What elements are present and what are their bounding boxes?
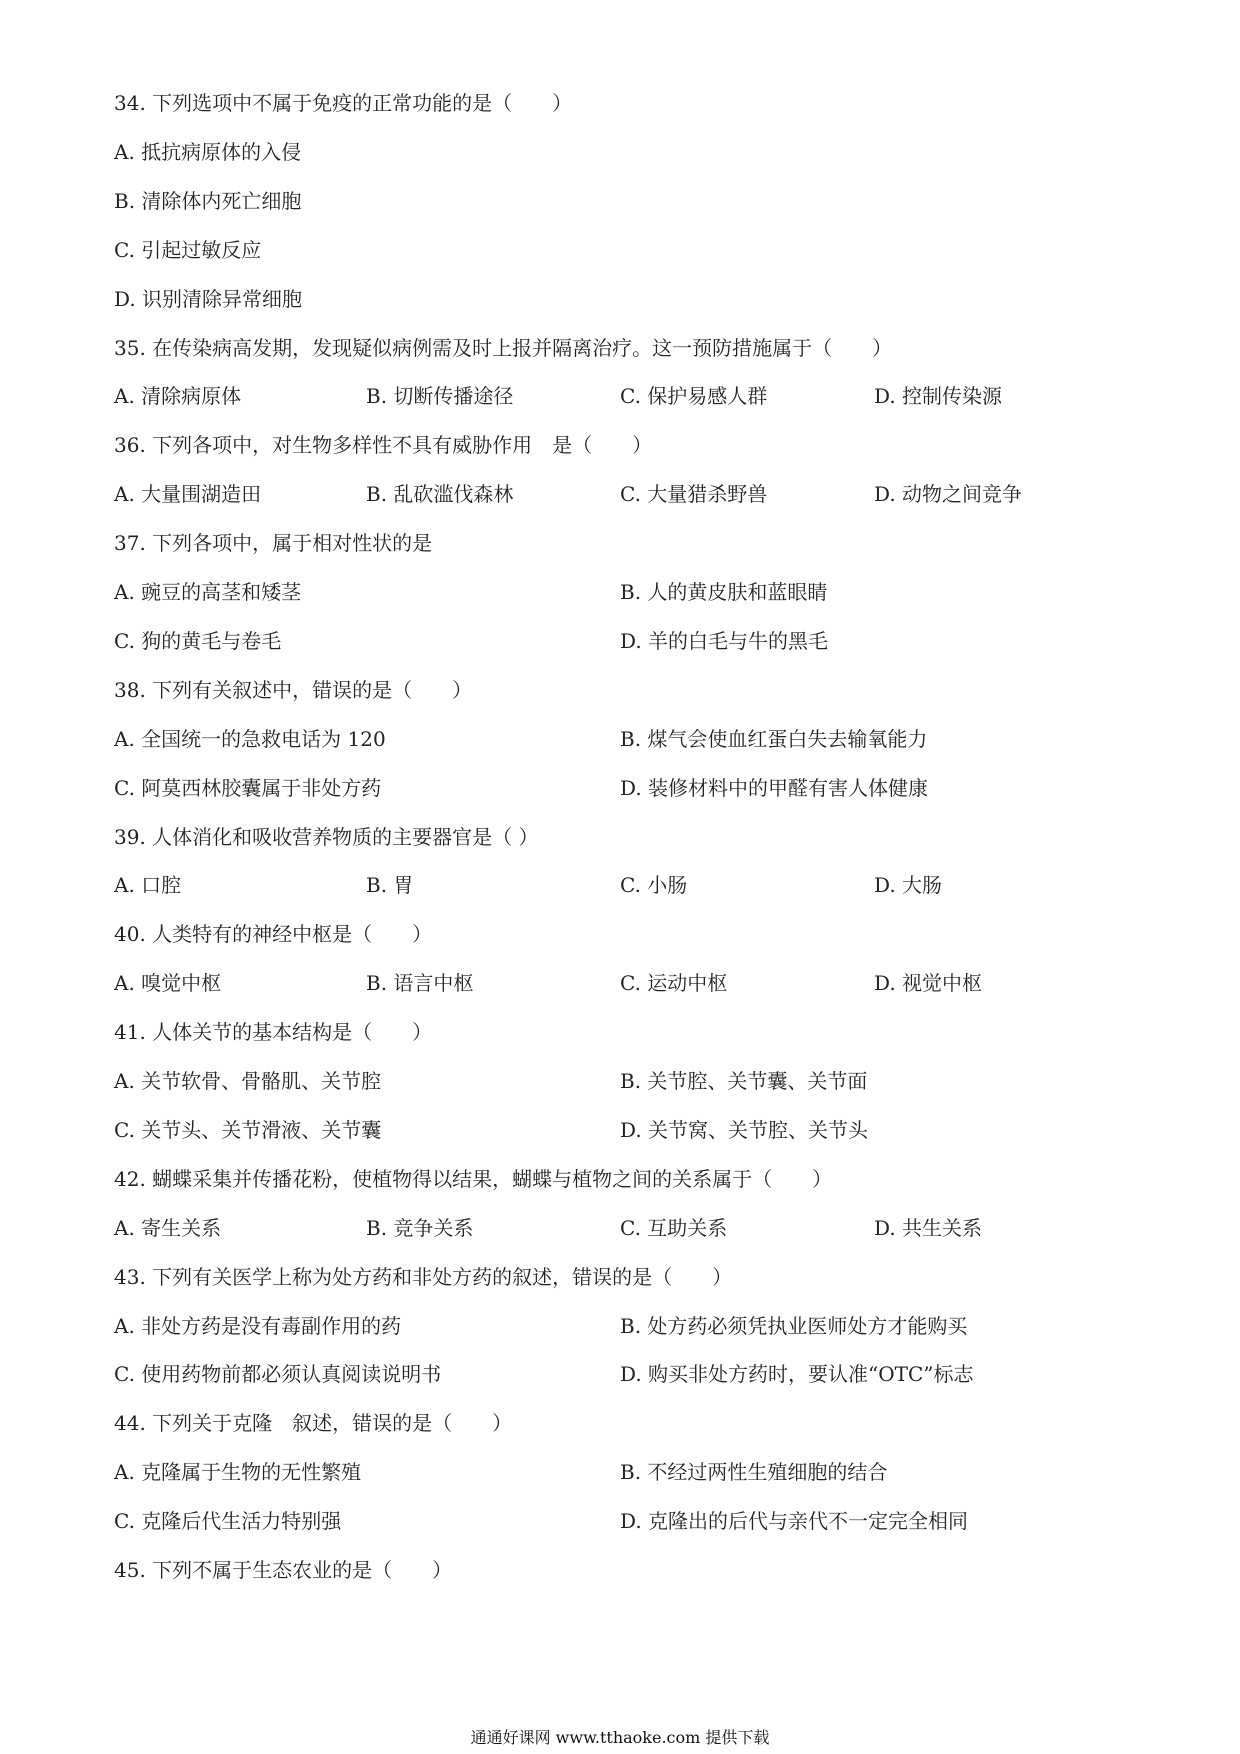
answer-option: C. 运动中枢 (620, 971, 728, 996)
answer-option: A. 克隆属于生物的无性繁殖 (114, 1460, 362, 1485)
answer-option: C. 大量猎杀野兽 (620, 482, 768, 507)
answer-option: A. 抵抗病原体的入侵 (114, 139, 302, 164)
answer-option: B. 处方药必须凭执业医师处方才能购买 (620, 1313, 968, 1338)
question-stem: 39. 人体消化和吸收营养物质的主要器官是（ ） (114, 824, 539, 849)
question-stem: 43. 下列有关医学上称为处方药和非处方药的叙述，错误的是（ ） (114, 1264, 733, 1289)
page-footer: 通通好课网 www.tthaoke.com 提供下载 (470, 1728, 770, 1747)
answer-option: D. 购买非处方药时，要认准“OTC”标志 (620, 1362, 974, 1387)
answer-option: D. 羊的白毛与牛的黑毛 (620, 628, 829, 653)
answer-option: B. 人的黄皮肤和蓝眼睛 (620, 580, 828, 604)
answer-option: C. 引起过敏反应 (114, 237, 262, 262)
question-stem: 42. 蝴蝶采集并传播花粉，使植物得以结果，蝴蝶与植物之间的关系属于（ ） (114, 1166, 833, 1191)
answer-option: B. 煤气会使血红蛋白失去输氧能力 (620, 726, 928, 751)
question-stem: 41. 人体关节的基本结构是（ ） (114, 1020, 433, 1045)
answer-option: D. 关节窝、关节腔、关节头 (620, 1117, 869, 1142)
answer-option: C. 狗的黄毛与卷毛 (114, 628, 282, 653)
answer-option: B. 乱砍滥伐森林 (366, 482, 514, 507)
question-stem: 37. 下列各项中，属于相对性状的是 (114, 531, 433, 556)
answer-option: D. 控制传染源 (874, 384, 1003, 409)
question-stem: 45. 下列不属于生态农业的是（ ） (114, 1558, 453, 1582)
answer-option: D. 动物之间竞争 (874, 482, 1023, 507)
answer-option: D. 共生关系 (874, 1215, 983, 1240)
answer-option: A. 全国统一的急救电话为 120 (114, 726, 386, 751)
answer-option: A. 豌豆的高茎和矮茎 (114, 580, 302, 604)
answer-option: D. 视觉中枢 (874, 971, 983, 996)
answer-option: B. 清除体内死亡细胞 (114, 188, 302, 213)
answer-option: D. 装修材料中的甲醛有害人体健康 (620, 775, 929, 800)
answer-option: C. 保护易感人群 (620, 384, 768, 409)
answer-option: A. 寄生关系 (114, 1215, 222, 1240)
answer-option: B. 胃 (366, 873, 414, 898)
answer-option: C. 小肠 (620, 873, 688, 898)
answer-option: B. 切断传播途径 (366, 384, 514, 409)
question-stem: 34. 下列选项中不属于免疫的正常功能的是（ ） (114, 91, 573, 115)
answer-option: B. 不经过两性生殖细胞的结合 (620, 1460, 888, 1485)
answer-option: D. 克隆出的后代与亲代不一定完全相同 (620, 1509, 969, 1534)
answer-option: D. 识别清除异常细胞 (114, 286, 303, 311)
answer-option: A. 关节软骨、骨骼肌、关节腔 (114, 1069, 382, 1093)
question-stem: 36. 下列各项中，对生物多样性不具有威胁作用 是（ ） (114, 433, 653, 458)
answer-option: A. 嗅觉中枢 (114, 971, 222, 996)
answer-option: A. 非处方药是没有毒副作用的药 (114, 1313, 402, 1338)
answer-option: C. 互助关系 (620, 1215, 728, 1240)
answer-option: C. 阿莫西林胶囊属于非处方药 (114, 775, 382, 800)
answer-option: A. 口腔 (114, 873, 182, 898)
answer-option: B. 竞争关系 (366, 1215, 474, 1240)
question-stem: 38. 下列有关叙述中，错误的是（ ） (114, 677, 473, 702)
answer-option: C. 克隆后代生活力特别强 (114, 1509, 342, 1534)
answer-option: C. 使用药物前都必须认真阅读说明书 (114, 1362, 442, 1387)
answer-option: A. 大量围湖造田 (114, 482, 262, 507)
question-stem: 35. 在传染病高发期，发现疑似病例需及时上报并隔离治疗。这一预防措施属于（ ） (114, 335, 893, 360)
answer-option: B. 语言中枢 (366, 971, 474, 996)
question-stem: 44. 下列关于克隆 叙述，错误的是（ ） (114, 1411, 513, 1436)
answer-option: C. 关节头、关节滑液、关节囊 (114, 1117, 382, 1142)
answer-option: B. 关节腔、关节囊、关节面 (620, 1069, 868, 1093)
question-stem: 40. 人类特有的神经中枢是（ ） (114, 922, 433, 947)
answer-option: D. 大肠 (874, 873, 943, 898)
answer-option: A. 清除病原体 (114, 384, 242, 409)
